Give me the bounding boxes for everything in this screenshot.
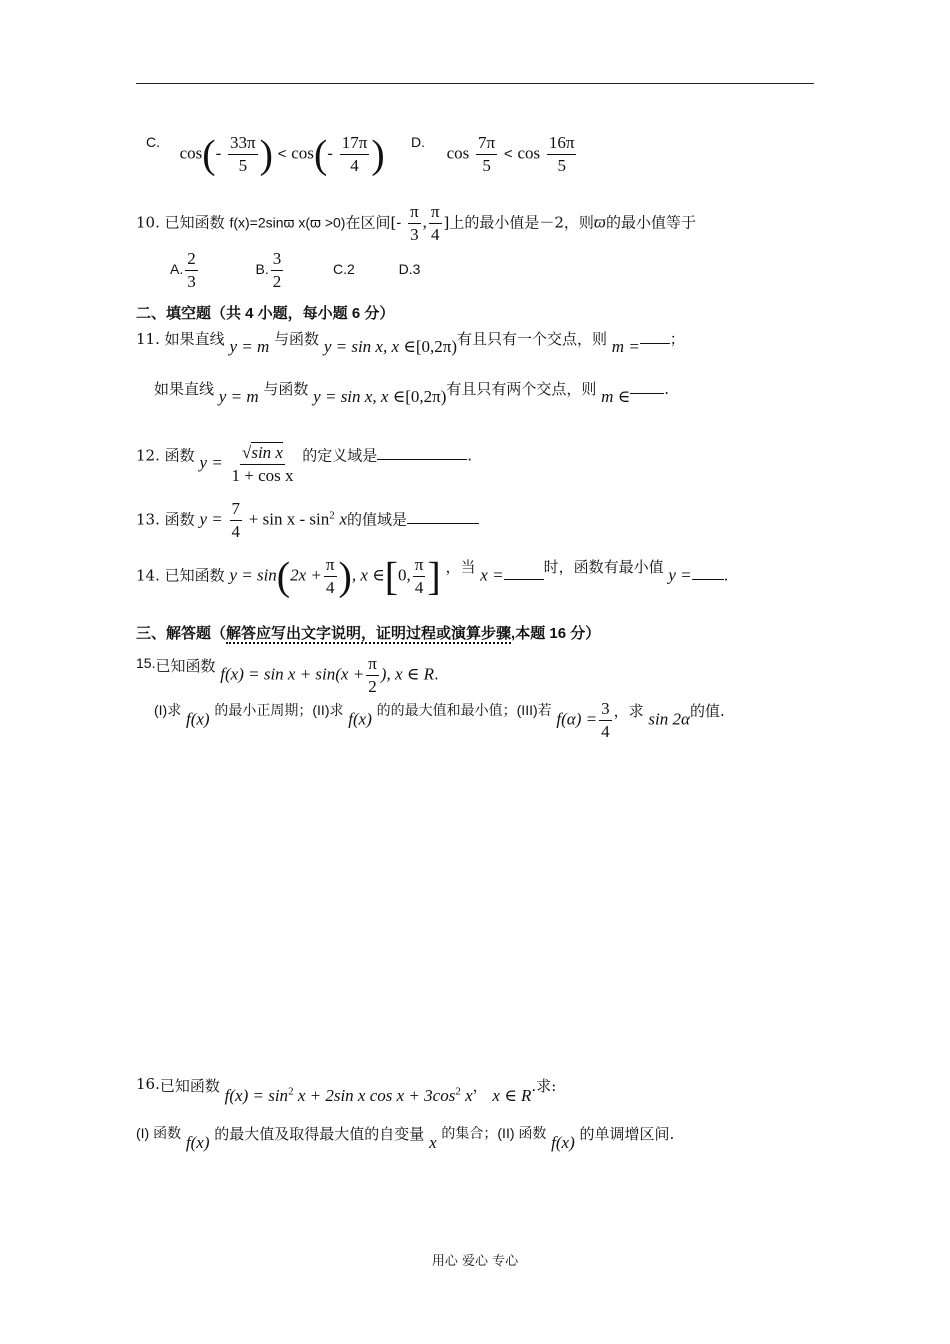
header-rule (136, 83, 814, 84)
q11-interval: [0,2π) (415, 337, 457, 356)
question-14 (136, 553, 729, 599)
frac-den: 5 (482, 155, 491, 175)
paren-close: ) (338, 553, 352, 599)
q10-text: ]上的最小值是－2，则 (443, 213, 594, 232)
paren-open: ( (313, 131, 328, 177)
question-16-parts (136, 1123, 675, 1152)
q13-text: 的值域是 (347, 510, 408, 529)
q16-part: (I) 函数 (136, 1125, 182, 1141)
frac-den: 4 (601, 721, 610, 741)
q10-option-a-frac (185, 250, 198, 291)
option-d-frac-1 (476, 134, 497, 175)
option-d (411, 134, 578, 175)
q15-part: ，求 (613, 702, 644, 720)
question-10 (136, 203, 696, 244)
q16-part: 的单调增区间. (579, 1125, 675, 1143)
q11-text: 有且只有两个交点，则 (446, 380, 597, 398)
q10-text: 已知函数 (164, 213, 225, 232)
q14-y-eq: y = sin (229, 565, 277, 585)
q15-part: 的的最大值和最小值；(III)若 (376, 702, 552, 718)
q12-text: 的定义域是 (302, 446, 378, 465)
q11-text: 有且只有一个交点，则 (457, 330, 608, 348)
option-c-lt: < (277, 145, 287, 163)
q14-inner: 2x + (290, 565, 322, 585)
q16-part: 的集合；(II) 函数 (441, 1125, 547, 1141)
option-c-frac-2 (340, 134, 370, 175)
q10-comma: , (422, 212, 427, 232)
q12-y-eq: y = (199, 453, 223, 473)
q16-text: .求: (531, 1077, 557, 1095)
q16-exponent: 2 (455, 1085, 461, 1098)
q10-option-a-label: A. (170, 261, 184, 278)
q11-text: 与函数 (274, 330, 320, 348)
option-d-lt: < (503, 145, 513, 163)
q14-number: 14. (136, 566, 160, 585)
q16-func-a: f(x) = sin (224, 1086, 289, 1105)
q15-period: . (433, 665, 439, 684)
frac-den: 2 (272, 271, 282, 291)
q16-fx: f(x) (551, 1133, 575, 1152)
option-d-label: D. (411, 134, 425, 150)
q16-fx: f(x) (185, 1133, 210, 1152)
q10-text: 在区间[ (345, 213, 397, 232)
q15-func-a: f(x) = sin x + sin(x + (220, 664, 365, 684)
q12-number: 12. (136, 446, 160, 465)
q13-frac (230, 500, 243, 541)
frac-num: π (429, 203, 442, 224)
section-3-title-a: 三、解答题（ (136, 625, 227, 642)
section-3-title-b: ,本题 16 分） (511, 625, 601, 642)
paren-close: ) (371, 131, 385, 177)
option-d-cos-2: cos (517, 143, 541, 163)
option-c-cos-2: cos (291, 143, 314, 163)
frac-num: 7π (476, 134, 497, 155)
q12-period: . (467, 446, 473, 465)
frac-num: 3 (599, 700, 612, 721)
answer-blank[interactable] (692, 579, 724, 580)
q16-x: x (429, 1133, 437, 1152)
q14-x-eq: x = (480, 565, 504, 585)
frac-num: 33π (228, 134, 258, 155)
frac-num: π (366, 655, 379, 676)
section-3-title-emphasis: 解答应写出文字说明，证明过程或演算步骤 (226, 625, 512, 642)
frac-den: 3 (187, 271, 196, 291)
q16-func-c: x (465, 1086, 473, 1105)
q10-text: 的最小值等于 (605, 213, 696, 232)
q15-fx: f(x) (348, 709, 372, 729)
frac-num (240, 444, 285, 465)
option-c-label: C. (146, 134, 160, 150)
q11-period: . (664, 380, 670, 398)
frac-den: 4 (430, 224, 440, 244)
option-c-minus-1: - (215, 143, 222, 163)
frac-den: 1 + cos x (231, 465, 294, 485)
q14-frac-2 (413, 556, 426, 597)
q14-period: . (723, 566, 729, 585)
q14-zero: 0, (398, 565, 411, 585)
q15-sin2a: sin 2α (648, 709, 690, 729)
question-12 (136, 436, 473, 485)
option-d-cos-1: cos (446, 143, 470, 163)
q11-m-eq: m = (611, 337, 640, 356)
frac-den: 5 (557, 155, 566, 175)
question-13 (136, 500, 479, 541)
q15-frac-2 (599, 700, 612, 741)
q11-semicolon: ； (669, 330, 685, 348)
frac-den: 4 (325, 577, 335, 597)
q14-y-eq-2: y = (668, 565, 692, 585)
q16-func (225, 1086, 473, 1105)
frac-num: π (413, 556, 426, 577)
q10-option-d: D.3 (398, 261, 421, 278)
question-15 (136, 655, 439, 696)
sqrt-content: sin x (251, 443, 283, 462)
option-c (146, 131, 385, 177)
option-c-frac-1 (228, 134, 258, 175)
q14-frac-1 (324, 556, 337, 597)
q13-number: 13. (136, 510, 160, 529)
q11-number: 11. (136, 330, 160, 348)
q10-option-b-label: B. (255, 261, 269, 278)
q13-expr: + sin x - sin (248, 509, 330, 529)
frac-num: 3 (271, 250, 284, 271)
frac-den: 2 (368, 676, 377, 696)
q16-number: 16. (136, 1075, 160, 1093)
q13-exponent: 2 (329, 509, 335, 522)
q15-frac (366, 655, 379, 696)
frac-num: 16π (547, 134, 577, 155)
q11-text: 如果直线 (164, 330, 225, 348)
q13-y-eq: y = (199, 509, 223, 529)
frac-den: 3 (410, 224, 419, 244)
question-11-line-2 (154, 378, 670, 406)
q10-minus: - (396, 214, 402, 232)
frac-den: 5 (238, 155, 248, 175)
q16-part: 的最大值及取得最大值的自变量 (214, 1125, 425, 1143)
frac-den: 4 (231, 521, 240, 541)
option-d-frac-2 (547, 134, 577, 175)
q14-text: ，当 (445, 558, 476, 576)
q16-exponent: 2 (288, 1085, 294, 1098)
q12-text: 函数 (164, 446, 195, 465)
frac-num: 2 (185, 250, 198, 271)
option-c-cos-1: cos (179, 143, 203, 163)
q15-part: (I)求 (154, 702, 182, 718)
frac-den: 4 (414, 577, 424, 597)
q15-f-alpha: f(α) = (556, 709, 598, 729)
answer-blank[interactable] (504, 579, 544, 580)
q16-func-b: x + 2sin x cos x + 3cos (297, 1086, 456, 1105)
q11-y-eq-m: y = m (229, 337, 270, 356)
q10-number: 10. (136, 213, 160, 232)
q10-omega: ϖ (593, 212, 606, 232)
q10-frac-1 (408, 203, 421, 244)
q11-y-eq-m: y = m (218, 387, 259, 406)
q10-option-c: C.2 (333, 261, 355, 278)
q15-fx: f(x) (186, 709, 210, 729)
bracket-open: [ (384, 553, 399, 599)
q11-func: y = sin x, x ∈ (323, 337, 416, 356)
q15-part: 的值. (689, 702, 725, 720)
frac-num: π (324, 556, 337, 577)
section-2-title: 二、填空题（共 4 小题，每小题 6 分） (136, 305, 395, 322)
q15-part: 的最小正周期；(II)求 (214, 702, 344, 718)
frac-num: π (408, 203, 421, 224)
q11-m-in: m ∈ (601, 387, 631, 406)
q10-frac-2 (429, 203, 442, 244)
q10-option-b-frac (271, 250, 284, 291)
q16-domain: x ∈ R (492, 1086, 532, 1105)
q16-text: 已知函数 (159, 1077, 220, 1095)
paren-close: ) (259, 131, 273, 177)
q13-var: x (339, 509, 348, 529)
answer-blank[interactable] (377, 459, 467, 460)
q11-func: y = sin x, x ∈ (313, 387, 406, 406)
bracket-close: ] (427, 553, 441, 599)
q14-text: 已知函数 (164, 566, 225, 585)
q12-frac (230, 444, 296, 485)
question-15-parts (154, 700, 725, 741)
q16-comma: ， (472, 1077, 488, 1095)
page-footer: 用心 爱心 专心 (431, 1254, 519, 1269)
sqrt-icon: √ (242, 443, 252, 462)
section-3-title (136, 622, 600, 643)
question-11-line-1 (136, 328, 685, 356)
q10-options (170, 250, 420, 291)
q11-text: 如果直线 (154, 380, 215, 398)
answer-blank[interactable] (630, 393, 664, 394)
q15-text: 已知函数 (155, 657, 216, 675)
q10-func: f(x)=2sinϖ x(ϖ >0) (229, 214, 346, 231)
option-c-minus-2: - (327, 143, 333, 163)
q13-text: 函数 (164, 510, 195, 529)
answer-blank[interactable] (407, 523, 479, 524)
frac-num: 7 (230, 500, 243, 521)
q14-text: 时，函数有最小值 (543, 558, 664, 576)
paren-open: ( (276, 553, 291, 599)
frac-num: 17π (340, 134, 370, 155)
q14-x-in: , x ∈ (351, 565, 385, 585)
question-16 (136, 1075, 557, 1105)
answer-blank[interactable] (640, 343, 670, 344)
paren-open: ( (202, 131, 216, 177)
q11-text: 与函数 (263, 380, 309, 398)
frac-den: 4 (350, 155, 359, 175)
q15-number: 15. (136, 655, 156, 671)
q11-interval: [0,2π) (405, 387, 447, 406)
q15-func-b: ), x ∈ R (380, 664, 434, 684)
